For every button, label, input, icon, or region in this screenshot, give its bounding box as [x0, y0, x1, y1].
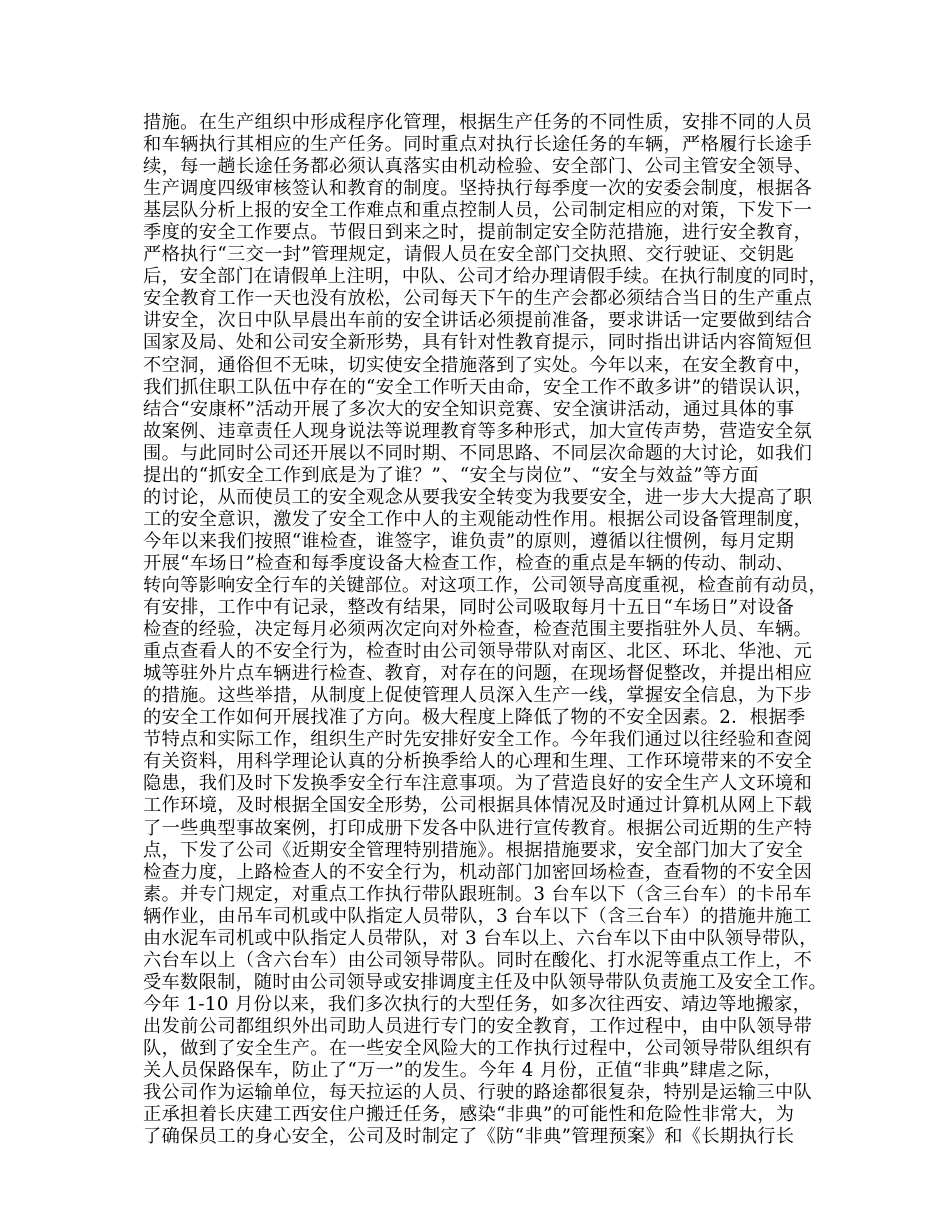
text-line: 点，下发了公司《近期安全管理特别措施》。根据措施要求，安全部门加大了安全 [143, 839, 804, 861]
text-line: 出发前公司都组织外出司助人员进行专门的安全教育，工作过程中，由中队领导带 [143, 1015, 813, 1037]
text-line: 严格执行“三交一封”管理规定，请假人员在安全部门交执照、交行驶证、交钥匙 [143, 244, 795, 266]
text-line: 开展“车场日”检查和每季度设备大检查工作，检查的重点是车辆的传动、制动、 [143, 552, 795, 574]
text-line: 工作环境，及时根据全国安全形势，公司根据具体情况及时通过计算机从网上下载 [143, 795, 813, 817]
text-line: 受车数限制，随时由公司领导或安排调度主任及中队领导带队负责施工及安全工作。 [143, 971, 828, 993]
text-line: 了确保员工的身心安全，公司及时制定了《防“非典”管理预案》和《长期执行长 [143, 1126, 795, 1148]
body-text [143, 112, 828, 1148]
text-line: 和车辆执行其相应的生产任务。同时重点对执行长途任务的车辆，严格履行长途手 [143, 134, 813, 156]
text-line: 基层队分析上报的安全工作难点和重点控制人员，公司制定相应的对策，下发下一 [143, 200, 813, 222]
text-line: 安全教育工作一天也没有放松，公司每天下午的生产会都必须结合当日的生产重点 [143, 288, 813, 310]
text-line: 结合“安康杯”活动开展了多次大的安全知识竞赛、安全演讲活动，通过具体的事 [143, 398, 795, 420]
text-line: 重点查看人的不安全行为，检查时由公司领导带队对南区、北区、环北、华池、元 [143, 641, 813, 663]
text-line: 检查力度，上路检查人的不安全行为，机动部门加密回场检查，查看物的不安全因 [143, 861, 813, 883]
text-line: 季度的安全工作要点。节假日到来之时，提前制定安全防范措施，进行安全教育， [143, 222, 813, 244]
text-line: 措施。在生产组织中形成程序化管理，根据生产任务的不同性质，安排不同的人员 [143, 112, 813, 133]
text-line: 辆作业，由吊车司机或中队指定人员带队，3 台车以下（含三台车）的措施井施工 [143, 905, 812, 927]
text-line: 了一些典型事故案例，打印成册下发各中队进行宣传教育。根据公司近期的生产特 [143, 817, 813, 839]
text-line: 节特点和实际工作，组织生产时先安排好安全工作。今年我们通过以往经验和查阅 [143, 729, 813, 751]
text-line: 国家及局、处和公司安全新形势，具有针对性教育提示，同时指出讲话内容简短但 [143, 332, 813, 354]
text-line: 有关资料，用科学理论认真的分析换季给人的心理和生理、工作环境带来的不安全 [143, 751, 813, 773]
text-line: 转向等影响安全行车的关键部位。对这项工作，公司领导高度重视，检查前有动员， [143, 574, 828, 596]
text-line: 我们抓住职工队伍中存在的“安全工作听天由命，安全工作不敢多讲”的错误认识， [143, 376, 813, 398]
text-line: 围。与此同时公司还开展以不同时期、不同思路、不同层次命题的大讨论，如我们 [143, 442, 813, 464]
text-line: 的措施。这些举措，从制度上促使管理人员深入生产一线，掌握安全信息，为下步 [143, 685, 813, 707]
text-line: 讲安全，次日中队早晨出车前的安全讲话必须提前准备，要求讲话一定要做到结合 [143, 310, 813, 332]
text-line: 六台车以上（含六台车）由公司领导带队。同时在酸化、打水泥等重点工作上，不 [143, 949, 813, 971]
text-line: 续，每一趟长途任务都必须认真落实由机动检验、安全部门、公司主管安全领导、 [143, 156, 813, 178]
text-line: 生产调度四级审核签认和教育的制度。坚持执行每季度一次的安委会制度，根据各 [143, 178, 813, 200]
text-line: 城等驻外片点车辆进行检查、教育，对存在的问题，在现场督促整改，并提出相应 [143, 663, 813, 685]
text-line: 隐患，我们及时下发换季安全行车注意事项。为了营造良好的安全生产人文环境和 [143, 773, 813, 795]
text-line: 的讨论，从而使员工的安全观念从要我安全转变为我要安全，进一步大大提高了职 [143, 486, 813, 508]
text-line: 有安排，工作中有记录，整改有结果，同时公司吸取每月十五日“车场日”对设备 [143, 597, 795, 619]
text-line: 正承担着长庆建工西安住户搬迁任务，感染“非典”的可能性和危险性非常大，为 [143, 1104, 795, 1126]
text-line: 关人员保路保车，防止了“万一”的发生。今年 4 月份，正值“非典”肆虐之际， [143, 1060, 783, 1082]
text-line: 的安全工作如何开展找准了方向。极大程度上降低了物的不安全因素。2．根据季 [143, 707, 806, 729]
text-line: 素。并专门规定，对重点工作执行带队跟班制。3 台车以下（含三台车）的卡吊车 [143, 883, 812, 905]
text-line: 队，做到了安全生产。在一些安全风险大的工作执行过程中，公司领导带队组织有 [143, 1037, 813, 1059]
text-line: 我公司作为运输单位，每天拉运的人员、行驶的路途都很复杂，特别是运输三中队 [143, 1082, 813, 1104]
text-line: 后，安全部门在请假单上注明，中队、公司才给办理请假手续。在执行制度的同时， [143, 266, 828, 288]
text-line: 今年 1-10 月份以来，我们多次执行的大型任务，如多次往西安、靖边等地搬家， [143, 993, 812, 1015]
text-line: 提出的“抓安全工作到底是为了谁？”、“安全与岗位”、“安全与效益”等方面 [143, 464, 759, 486]
text-line: 工的安全意识，激发了安全工作中人的主观能动性作用。根据公司设备管理制度， [143, 508, 813, 530]
text-line: 今年以来我们按照“谁检查，谁签字，谁负责”的原则，遵循以往惯例，每月定期 [143, 530, 795, 552]
text-line: 不空洞，通俗但不无味，切实使安全措施落到了实处。今年以来，在安全教育中， [143, 354, 813, 376]
text-line: 由水泥车司机或中队指定人员带队，对 3 台车以上、六台车以下由中队领导带队， [143, 927, 818, 949]
text-line: 故案例、违章责任人现身说法等说理教育等多种形式，加大宣传声势，营造安全氛 [143, 420, 813, 442]
text-line: 检查的经验，决定每月必须两次定向对外检查，检查范围主要指驻外人员、车辆。 [143, 619, 813, 641]
